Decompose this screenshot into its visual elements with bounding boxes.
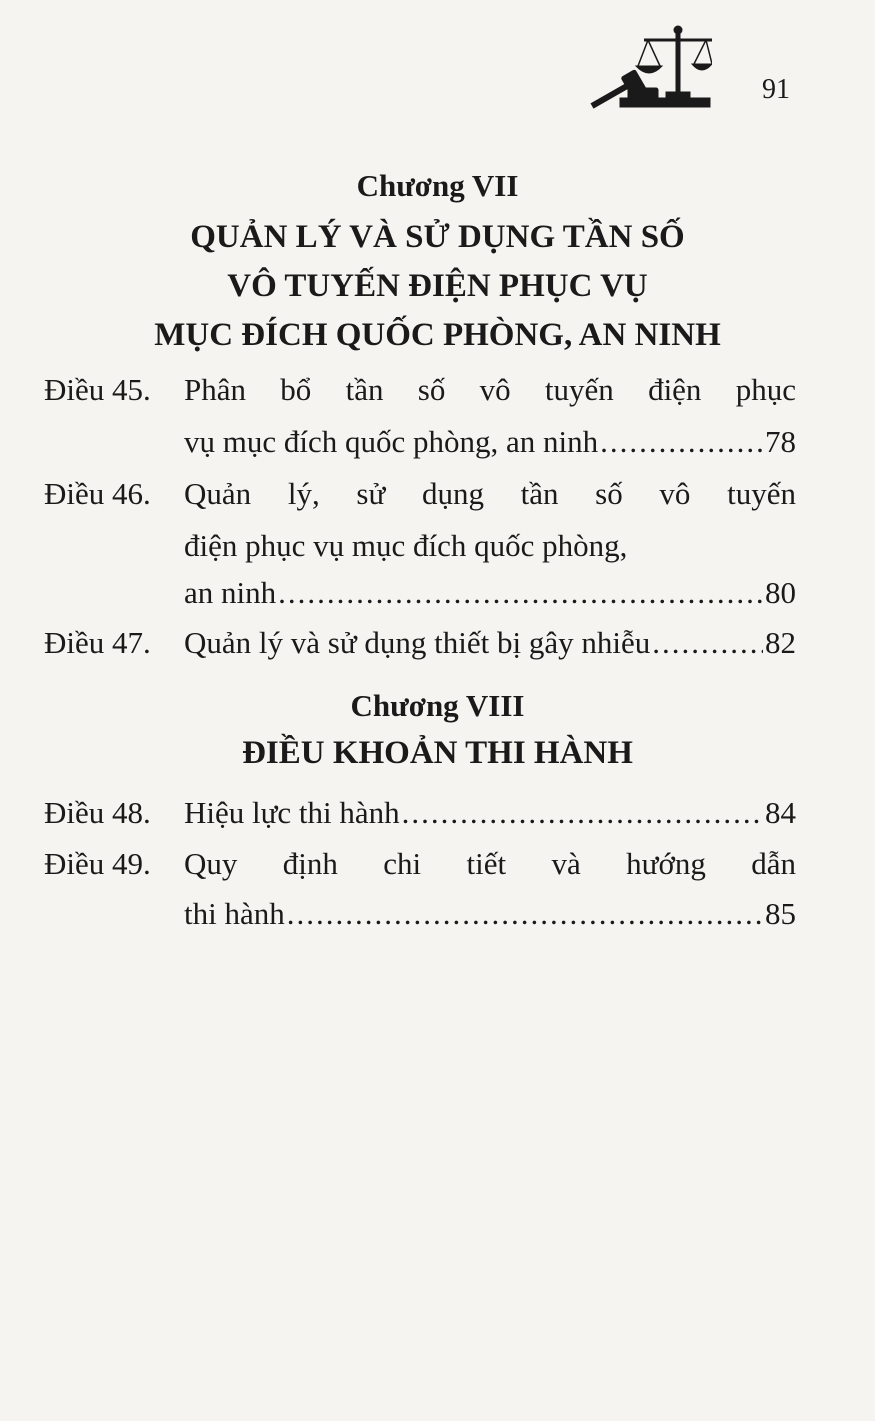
page-number: 91 xyxy=(762,74,790,105)
chapter-vii-title-line-2: VÔ TUYẾN ĐIỆN PHỤC VỤ xyxy=(227,268,648,304)
article-title-line: Quy định chi tiết và hướng dẫn xyxy=(184,846,796,881)
article-title-text: Hiệu lực thi hành xyxy=(184,795,400,830)
article-number: Điều 45. xyxy=(44,372,151,407)
chapter-vii-title-line-3: MỤC ĐÍCH QUỐC PHÒNG, AN NINH xyxy=(154,317,721,353)
article-title-line: Phân bổ tần số vô tuyến điện phục xyxy=(184,372,796,407)
dot-leader xyxy=(652,625,763,661)
article-title-line-with-leader xyxy=(184,625,796,661)
article-number: Điều 48. xyxy=(44,795,151,830)
page-reference: 80 xyxy=(765,575,796,610)
article-title-line: Quản lý, sử dụng tần số vô tuyến xyxy=(184,476,796,511)
chapter-vii-title-line-1: QUẢN LÝ VÀ SỬ DỤNG TẦN SỐ xyxy=(190,219,685,255)
chapter-viii-title: ĐIỀU KHOẢN THI HÀNH xyxy=(242,735,633,771)
article-title-line-with-leader xyxy=(184,424,796,460)
dot-leader xyxy=(278,575,763,611)
article-number: Điều 47. xyxy=(44,625,151,660)
chapter-vii-label: Chương VII xyxy=(356,168,519,203)
chapter-viii-label: Chương VIII xyxy=(350,688,525,723)
dot-leader xyxy=(287,896,763,932)
article-title-text: vụ mục đích quốc phòng, an ninh xyxy=(184,424,599,459)
article-title-line: điện phục vụ mục đích quốc phòng, xyxy=(184,528,628,563)
article-title-line-with-leader xyxy=(184,795,796,831)
article-title-line-with-leader xyxy=(184,896,796,932)
article-title-line-with-leader xyxy=(184,575,796,611)
article-title-text: thi hành xyxy=(184,896,285,931)
page-reference: 85 xyxy=(765,896,796,931)
article-title-text: an ninh xyxy=(184,575,277,610)
article-title-text: Quản lý và sử dụng thiết bị gây nhiễu xyxy=(184,625,651,660)
dot-leader xyxy=(402,795,763,831)
article-number: Điều 46. xyxy=(44,476,151,511)
article-number: Điều 49. xyxy=(44,846,151,881)
dot-leader xyxy=(600,424,763,460)
page-reference: 78 xyxy=(765,424,796,459)
page-reference: 82 xyxy=(765,625,796,660)
page-reference: 84 xyxy=(765,795,796,830)
scales-and-gavel-icon xyxy=(588,22,712,110)
